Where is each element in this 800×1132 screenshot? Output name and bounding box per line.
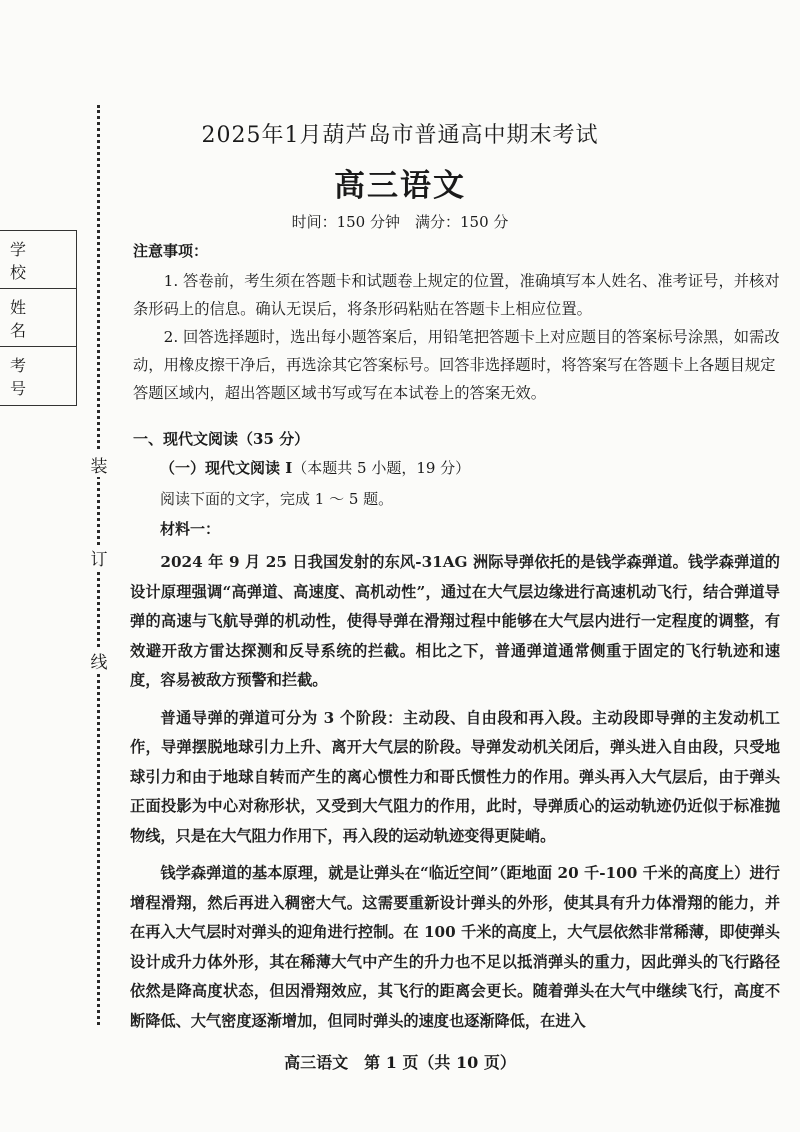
reading-instruction: 阅读下面的文字，完成 1 ～ 5 题。	[160, 490, 394, 508]
time-info: 时间：150 分钟 满分：150 分	[291, 213, 509, 231]
article-paragraph: 2024 年 9 月 25 日我国发射的东风-31AG 洲际导弹依托的是钱学森弹道。钱学森弹道的设计原理强调“高弹道、高速度、高机动性”，通过在大气层边缘进行高速机动飞行，结合弹道导弹的高速与飞航导弹的机动性，使得导弹在滑翔过程中能够在大气层内进行一定程度的调整，有效避开敌方雷达探测和反导系统的拦截。相比之下，普通弹道通常侧重于固定的飞行轨迹和速度，容易被敌方预警和拦截。	[130, 553, 780, 689]
notice-item: 1. 答卷前，考生须在答题卡和试题卷上规定的位置，准确填写本人姓名、准考证号，并核对条形码上的信息。确认无误后，将条形码粘贴在答题卡上相应位置。	[133, 272, 780, 318]
section-title: 一、现代文阅读（35 分）	[133, 430, 310, 448]
subsection-title: （一）现代文阅读 I	[160, 459, 293, 477]
article-paragraph: 普通导弹的弹道可分为 3 个阶段：主动段、自由段和再入段。主动段即导弹的主发动机工作，导弹摆脱地球引力上升、离开大气层的阶段。导弹发动机关闭后，弹头进入自由段，只受地球引力和由于地球自转而产生的离心惯性力和哥氏惯性力的作用。弹头再入大气层后，由于弹头正面投影为中心对称形状，又受到大气阻力的作用，此时，导弹质心的运动轨迹仍近似于标准抛物线，只是在大气阻力作用下，再入段的运动轨迹变得更陡峭。	[130, 708, 780, 845]
exam-id-field[interactable]	[0, 347, 76, 405]
material-label: 材料一：	[160, 520, 221, 538]
name-label: 姓 名	[10, 297, 39, 340]
page-footer: 高三语文 第 1 页（共 10 页）	[284, 1053, 516, 1072]
article-paragraph: 钱学森弹道的基本原理，就是让弹头在“临近空间”（距地面 20 千-100 千米的高度上）进行增程滑翔，然后再进入稠密大气。这需要重新设计弹头的外形，使其具有升力体滑翔的能力，并在再入大气层时对弹头的迎角进行控制。在 100 千米的高度上，大气层依然非常稀薄，即使弹头设计成升力体外形，其在稀薄大气中产生的升力也不足以抵消弹头的重力，因此弹头的飞行路径依然是降高度状态，但因滑翔效应，其飞行的距离会更长。随着弹头在大气中继续飞行，高度不断降低、大气密度逐渐增加，但同时弹头的速度也逐渐降低，在进入	[130, 864, 780, 1030]
section-subtitle	[160, 457, 470, 478]
subject-title: 高三语文	[334, 168, 466, 204]
name-field[interactable]	[0, 289, 76, 347]
article-body	[130, 548, 780, 1044]
exam-title: 2025年1月葫芦岛市普通高中期末考试	[201, 123, 599, 148]
student-info-table	[0, 230, 77, 406]
binding-char-xian: 线	[88, 648, 110, 673]
school-label: 学 校	[10, 239, 39, 282]
notice-heading: 注意事项：	[133, 242, 209, 260]
notice-block	[133, 240, 780, 407]
notice-item: 2. 回答选择题时，选出每小题答案后，用铅笔把答题卡上对应题目的答案标号涂黑，如需改动，用橡皮擦干净后，再选涂其它答案标号。回答非选择题时，将答案写在答题卡上各题目规定答题区域内，超出答题区域书写或写在本试卷上的答案无效。	[133, 328, 780, 402]
school-field[interactable]	[0, 231, 76, 289]
subsection-detail: （本题共 5 小题，19 分）	[292, 459, 471, 477]
binding-char-zhuang: 装	[88, 452, 110, 477]
exam-id-label: 考 号	[10, 356, 39, 398]
binding-char-ding: 订	[88, 545, 110, 570]
